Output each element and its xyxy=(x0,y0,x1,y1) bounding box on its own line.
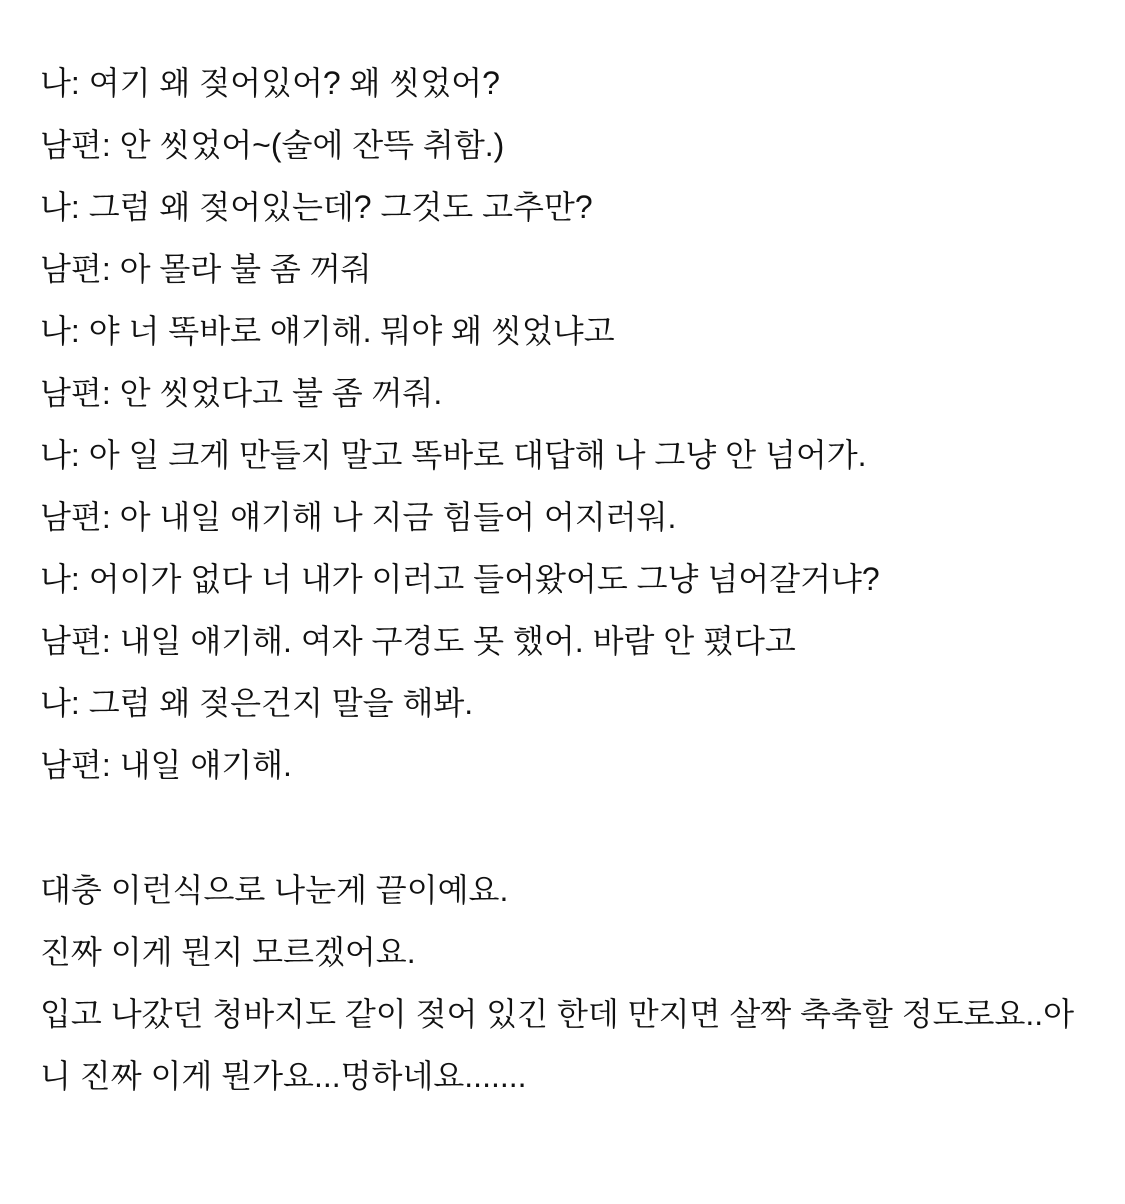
dialogue-line: 나: 어이가 없다 너 내가 이러고 들어왔어도 그냥 넘어갈거냐? xyxy=(40,561,880,597)
dialogue-line: 나: 아 일 크게 만들지 말고 똑바로 대답해 나 그냥 안 넘어가. xyxy=(40,437,867,473)
dialogue-line: 나: 야 너 똑바로 얘기해. 뭐야 왜 씻었냐고 xyxy=(40,313,615,349)
commentary-section xyxy=(40,859,1105,1107)
dialogue-line: 남편: 안 씻었다고 불 좀 꺼줘. xyxy=(40,375,443,411)
dialogue-line: 남편: 안 씻었어~(술에 잔뜩 취함.) xyxy=(40,127,505,163)
commentary-line: 입고 나갔던 청바지도 같이 젖어 있긴 한데 만지면 살짝 축축할 정도로요..아 xyxy=(40,996,1075,1032)
dialogue-line: 나: 그럼 왜 젖어있는데? 그것도 고추만? xyxy=(40,189,593,225)
dialogue-line: 남편: 아 내일 얘기해 나 지금 힘들어 어지러워. xyxy=(40,499,677,535)
dialogue-line: 남편: 내일 얘기해. xyxy=(40,747,292,783)
dialogue-section xyxy=(40,52,1105,796)
dialogue-line: 남편: 아 몰라 불 좀 꺼줘 xyxy=(40,251,372,287)
dialogue-line: 남편: 내일 얘기해. 여자 구경도 못 했어. 바람 안 폈다고 xyxy=(40,623,796,659)
commentary-line: 대충 이런식으로 나눈게 끝이예요. xyxy=(40,872,509,908)
dialogue-line: 나: 여기 왜 젖어있어? 왜 씻었어? xyxy=(40,65,500,101)
commentary-line: 진짜 이게 뭔지 모르겠어요. xyxy=(40,934,416,970)
dialogue-line: 나: 그럼 왜 젖은건지 말을 해봐. xyxy=(40,685,474,721)
commentary-line: 니 진짜 이게 뭔가요...멍하네요....... xyxy=(40,1058,527,1094)
